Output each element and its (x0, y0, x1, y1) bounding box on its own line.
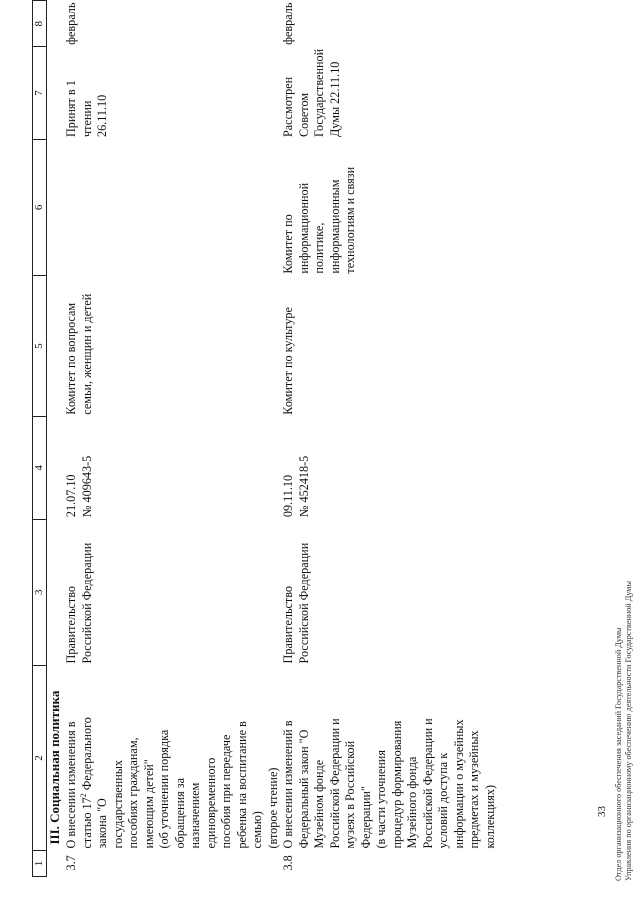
month: февраль (64, 2, 78, 45)
month: февраль (281, 2, 295, 45)
committee: Комитет по культуре (281, 307, 295, 415)
footer-note (614, 581, 634, 881)
column-number: 5 (33, 276, 47, 417)
column-number: 2 (33, 665, 47, 850)
table-row (281, 1, 498, 877)
bill-title: О внесении изменений в Федеральный закон "О Музейном фонде Российской Федерации и музеях в Российской Федерации" (в части уточнения процедур формирования Музейного фонда Российской Федерации и условий доступа к информации о музейных предметах и музейных коллекциях) (281, 718, 497, 849)
footer-line: Отдел организационного обеспечения заседаний Государственной Думы (614, 627, 623, 881)
section-title: III. Социальная политика (47, 690, 62, 845)
column-number: 8 (33, 1, 47, 47)
bill-title: О внесении изменения в статью $17^2$ Федерального закона "О государственных пособиях гражданам, имеющим детей" (об уточнении порядка обращения за назначением единовременного пособия при передаче ребенка на воспитание в семью) (второе чтение) (64, 717, 280, 849)
footer-line: Управления по организационному обеспечению деятельности Государственной Думы (624, 581, 633, 881)
page-number: 33 (596, 806, 608, 817)
section-row (47, 1, 65, 877)
column-number: 7 (33, 47, 47, 139)
column-number: 6 (33, 139, 47, 276)
status: Рассмотрен Советом Государственной Думы 22.11.10 (281, 48, 342, 138)
row-number: 3.8 (281, 855, 295, 871)
date-number: 09.11.10 № 452418-5 (281, 455, 311, 518)
column-number-row (33, 1, 47, 877)
bill-table (32, 0, 498, 877)
column-number: 3 (33, 519, 47, 665)
table-row (64, 1, 281, 877)
co-committee (64, 139, 281, 276)
committee: Комитет по вопросам семьи, женщин и детей (64, 293, 94, 415)
row-number: 3.7 (64, 855, 78, 871)
status: Принят в 1 чтении 26.11.10 (64, 80, 109, 138)
column-number: 1 (33, 851, 47, 877)
co-committee: Комитет по информационной политике, информационным технологиям и связи (281, 166, 357, 274)
column-number: 4 (33, 417, 47, 519)
initiator: Правительство Российской Федерации (281, 542, 311, 664)
initiator: Правительство Российской Федерации (64, 542, 94, 664)
date-number: 21.07.10 № 409643-5 (64, 455, 94, 518)
